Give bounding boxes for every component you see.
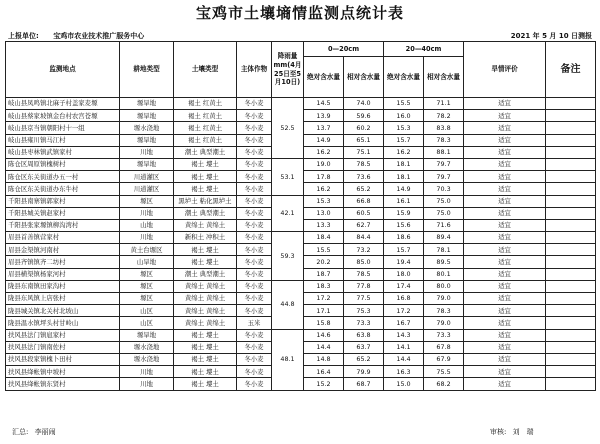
soil-type-cell: 褐土 红黄土 (174, 134, 237, 146)
land-type-cell: 塬区 (120, 268, 174, 280)
site-cell: 岐山县凤鸣镇北麻子村盖家麦塬 (6, 98, 120, 110)
soil-type-cell: 潮土 典型潮土 (174, 207, 237, 219)
soil-type-cell: 黄绵土 黄绵土 (174, 293, 237, 305)
rel-moisture-0-20-cell: 65.1 (344, 134, 384, 146)
header-depth-20-40: 20—40cm (384, 42, 464, 57)
rel-moisture-20-40-cell: 78.3 (424, 305, 464, 317)
crop-cell: 冬小麦 (237, 305, 272, 317)
site-cell: 眉县首善镇营家村 (6, 232, 120, 244)
remark-cell (546, 341, 596, 353)
abs-moisture-0-20-cell: 14.6 (304, 329, 344, 341)
crop-cell: 冬小麦 (237, 146, 272, 158)
remark-cell (546, 378, 596, 390)
table-row (6, 329, 596, 341)
land-type-cell: 川地 (120, 146, 174, 158)
site-cell: 岐山县京当镇朝阳村十一组 (6, 122, 120, 134)
crop-cell: 冬小麦 (237, 366, 272, 378)
abs-moisture-20-40-cell: 16.8 (384, 293, 424, 305)
report-title: 宝鸡市土壤墒情监测点统计表 (195, 4, 404, 22)
soil-type-cell: 潮土 典型潮土 (174, 268, 237, 280)
rel-moisture-0-20-cell: 63.8 (344, 329, 384, 341)
soil-type-cell: 褐土 塿土 (174, 171, 237, 183)
abs-moisture-0-20-cell: 20.2 (304, 256, 344, 268)
land-type-cell: 塬水浇地 (120, 122, 174, 134)
land-type-cell: 川地 (120, 232, 174, 244)
evaluation-cell: 适宜 (464, 122, 546, 134)
rel-moisture-0-20-cell: 75.1 (344, 146, 384, 158)
site-cell: 眉县横渠镇杨家河村 (6, 268, 120, 280)
report-date: 2021 年 5 月 10 日测报 (510, 32, 592, 40)
rel-moisture-20-40-cell: 83.8 (424, 122, 464, 134)
crop-cell: 冬小麦 (237, 329, 272, 341)
land-type-cell: 塬水浇地 (120, 341, 174, 353)
abs-moisture-20-40-cell: 15.9 (384, 207, 424, 219)
evaluation-cell: 适宜 (464, 195, 546, 207)
rel-moisture-20-40-cell: 67.9 (424, 353, 464, 365)
abs-moisture-0-20-cell: 17.8 (304, 171, 344, 183)
rel-moisture-20-40-cell: 78.2 (424, 110, 464, 122)
abs-moisture-20-40-cell: 15.3 (384, 122, 424, 134)
abs-moisture-0-20-cell: 13.7 (304, 122, 344, 134)
abs-moisture-0-20-cell: 14.9 (304, 134, 344, 146)
rel-moisture-0-20-cell: 60.2 (344, 122, 384, 134)
evaluation-cell: 适宜 (464, 98, 546, 110)
header-rel-moisture-1: 相对含水量 (344, 57, 384, 98)
rel-moisture-0-20-cell: 65.2 (344, 353, 384, 365)
rel-moisture-20-40-cell: 75.0 (424, 195, 464, 207)
rel-moisture-20-40-cell: 70.3 (424, 183, 464, 195)
site-cell: 扶风县法门镇南佐村 (6, 341, 120, 353)
abs-moisture-0-20-cell: 16.4 (304, 366, 344, 378)
site-cell: 陈仓区东关街道办东牛村 (6, 183, 120, 195)
evaluation-cell: 适宜 (464, 317, 546, 329)
crop-cell: 冬小麦 (237, 293, 272, 305)
abs-moisture-0-20-cell: 19.0 (304, 158, 344, 170)
remark-cell (546, 353, 596, 365)
rainfall-cell: 48.1 (272, 329, 304, 390)
soil-type-cell: 褐土 塿土 (174, 158, 237, 170)
evaluation-cell: 适宜 (464, 171, 546, 183)
rel-moisture-0-20-cell: 85.0 (344, 256, 384, 268)
table-body (6, 98, 596, 391)
site-cell: 陈仓区东关街道办五一村 (6, 171, 120, 183)
abs-moisture-0-20-cell: 15.8 (304, 317, 344, 329)
rel-moisture-20-40-cell: 79.0 (424, 317, 464, 329)
soil-type-cell: 褐土 塿土 (174, 329, 237, 341)
abs-moisture-20-40-cell: 17.4 (384, 280, 424, 292)
soil-type-cell: 褐土 塿土 (174, 366, 237, 378)
rel-moisture-0-20-cell: 68.7 (344, 378, 384, 390)
crop-cell: 冬小麦 (237, 134, 272, 146)
abs-moisture-20-40-cell: 15.7 (384, 244, 424, 256)
table-row (6, 195, 596, 207)
rainfall-cell: 59.3 (272, 232, 304, 281)
crop-cell: 冬小麦 (237, 110, 272, 122)
land-type-cell: 山区 (120, 305, 174, 317)
remark-cell (546, 366, 596, 378)
soil-type-cell: 褐土 塿土 (174, 244, 237, 256)
evaluation-cell: 适宜 (464, 146, 546, 158)
abs-moisture-20-40-cell: 15.7 (384, 134, 424, 146)
remark-cell (546, 98, 596, 110)
abs-moisture-20-40-cell: 16.3 (384, 366, 424, 378)
rel-moisture-0-20-cell: 84.4 (344, 232, 384, 244)
rel-moisture-0-20-cell: 62.7 (344, 219, 384, 231)
abs-moisture-20-40-cell: 14.1 (384, 341, 424, 353)
soil-type-cell: 褐土 红黄土 (174, 122, 237, 134)
evaluation-cell: 适宜 (464, 244, 546, 256)
evaluation-cell: 适宜 (464, 353, 546, 365)
abs-moisture-0-20-cell: 13.9 (304, 110, 344, 122)
rel-moisture-20-40-cell: 75.5 (424, 366, 464, 378)
site-cell: 陇县城关镇北关村北坡山 (6, 305, 120, 317)
abs-moisture-20-40-cell: 18.0 (384, 268, 424, 280)
crop-cell: 冬小麦 (237, 268, 272, 280)
remark-cell (546, 244, 596, 256)
abs-moisture-0-20-cell: 15.5 (304, 244, 344, 256)
land-type-cell: 川地 (120, 366, 174, 378)
land-type-cell: 黄土台塬区 (120, 244, 174, 256)
header-evaluation: 旱情评价 (464, 42, 546, 98)
header-rainfall: 降雨量mm(4月25日至5月10日) (272, 42, 304, 98)
crop-cell: 冬小麦 (237, 122, 272, 134)
remark-cell (546, 171, 596, 183)
report-unit (8, 31, 144, 41)
site-cell: 扶风县段家镇槐卜田村 (6, 353, 120, 365)
land-type-cell: 山地 (120, 219, 174, 231)
rel-moisture-20-40-cell: 73.3 (424, 329, 464, 341)
land-type-cell: 川地 (120, 207, 174, 219)
site-cell: 岐山县蔡家坡镇金台村农宫苍塬 (6, 110, 120, 122)
crop-cell: 冬小麦 (237, 280, 272, 292)
remark-cell (546, 122, 596, 134)
rel-moisture-0-20-cell: 63.7 (344, 341, 384, 353)
remark-cell (546, 110, 596, 122)
crop-cell: 冬小麦 (237, 256, 272, 268)
soil-type-cell: 褐土 红黄土 (174, 98, 237, 110)
land-type-cell: 塬区 (120, 195, 174, 207)
header-crop: 主体作物 (237, 42, 272, 98)
crop-cell: 冬小麦 (237, 158, 272, 170)
rel-moisture-20-40-cell: 79.7 (424, 158, 464, 170)
abs-moisture-0-20-cell: 16.2 (304, 183, 344, 195)
rel-moisture-20-40-cell: 80.1 (424, 268, 464, 280)
rel-moisture-0-20-cell: 60.5 (344, 207, 384, 219)
soil-type-cell: 褐土 塿土 (174, 378, 237, 390)
table-row (6, 280, 596, 292)
evaluation-cell: 适宜 (464, 378, 546, 390)
rel-moisture-20-40-cell: 75.0 (424, 207, 464, 219)
land-type-cell: 山区 (120, 317, 174, 329)
rel-moisture-0-20-cell: 77.5 (344, 293, 384, 305)
abs-moisture-0-20-cell: 18.3 (304, 280, 344, 292)
soil-type-cell: 褐土 塿土 (174, 256, 237, 268)
land-type-cell: 山旱地 (120, 256, 174, 268)
remark-cell (546, 219, 596, 231)
summary-name: 李丽闹 (34, 428, 56, 436)
site-cell: 千阳县南寨镇郭家村 (6, 195, 120, 207)
crop-cell: 冬小麦 (237, 341, 272, 353)
header-rel-moisture-2: 相对含水量 (424, 57, 464, 98)
table-row (6, 98, 596, 110)
site-cell: 陇县东南镇田家沟村 (6, 280, 120, 292)
remark-cell (546, 207, 596, 219)
header-site: 监测地点 (6, 42, 120, 98)
abs-moisture-20-40-cell: 18.1 (384, 158, 424, 170)
abs-moisture-20-40-cell: 15.5 (384, 98, 424, 110)
abs-moisture-20-40-cell: 18.1 (384, 171, 424, 183)
site-cell: 扶风县法门镇扈家村 (6, 329, 120, 341)
abs-moisture-0-20-cell: 15.3 (304, 195, 344, 207)
rel-moisture-0-20-cell: 79.9 (344, 366, 384, 378)
site-cell: 扶风县绛帐镇中坡村 (6, 366, 120, 378)
header-soil-type: 土壤类型 (174, 42, 237, 98)
evaluation-cell: 适宜 (464, 341, 546, 353)
soil-type-cell: 褐土 塿土 (174, 353, 237, 365)
rel-moisture-20-40-cell: 80.0 (424, 280, 464, 292)
crop-cell: 冬小麦 (237, 183, 272, 195)
site-cell: 陇县温水镇坪头村甘岭山 (6, 317, 120, 329)
rainfall-cell: 44.8 (272, 280, 304, 329)
evaluation-cell: 适宜 (464, 256, 546, 268)
rel-moisture-0-20-cell: 73.2 (344, 244, 384, 256)
remark-cell (546, 232, 596, 244)
header-remark: 备注 (546, 42, 596, 98)
rel-moisture-20-40-cell: 78.3 (424, 134, 464, 146)
remark-cell (546, 195, 596, 207)
table-row (6, 158, 596, 170)
abs-moisture-20-40-cell: 16.2 (384, 146, 424, 158)
report-unit-label: 上报单位: (8, 32, 39, 40)
evaluation-cell: 适宜 (464, 219, 546, 231)
rainfall-cell: 52.5 (272, 98, 304, 159)
remark-cell (546, 134, 596, 146)
evaluation-cell: 适宜 (464, 305, 546, 317)
remark-cell (546, 329, 596, 341)
rel-moisture-0-20-cell: 65.2 (344, 183, 384, 195)
soil-type-cell: 潮土 典型潮土 (174, 146, 237, 158)
remark-cell (546, 305, 596, 317)
land-type-cell: 川道灌区 (120, 183, 174, 195)
crop-cell: 玉米 (237, 317, 272, 329)
abs-moisture-0-20-cell: 18.7 (304, 268, 344, 280)
site-cell: 扶风县绛帐镇东贤村 (6, 378, 120, 390)
header-land-type: 耕地类型 (120, 42, 174, 98)
reviewer-label: 审核: (490, 428, 507, 436)
rel-moisture-20-40-cell: 89.5 (424, 256, 464, 268)
rel-moisture-20-40-cell: 67.8 (424, 341, 464, 353)
abs-moisture-20-40-cell: 16.0 (384, 110, 424, 122)
abs-moisture-20-40-cell: 19.4 (384, 256, 424, 268)
site-cell: 千阳县城关镇赵家村 (6, 207, 120, 219)
abs-moisture-0-20-cell: 17.2 (304, 293, 344, 305)
rel-moisture-0-20-cell: 73.6 (344, 171, 384, 183)
report-unit-name: 宝鸡市农业技术推广服务中心 (53, 32, 145, 40)
site-cell: 陈仓区周原镇槐树村 (6, 158, 120, 170)
rainfall-cell: 42.1 (272, 195, 304, 232)
crop-cell: 冬小麦 (237, 207, 272, 219)
abs-moisture-20-40-cell: 18.6 (384, 232, 424, 244)
soil-type-cell: 褐土 塿土 (174, 183, 237, 195)
soil-type-cell: 黑垆土 粘化黑垆土 (174, 195, 237, 207)
evaluation-cell: 适宜 (464, 293, 546, 305)
abs-moisture-20-40-cell: 16.7 (384, 317, 424, 329)
rel-moisture-0-20-cell: 74.0 (344, 98, 384, 110)
evaluation-cell: 适宜 (464, 268, 546, 280)
remark-cell (546, 317, 596, 329)
remark-cell (546, 268, 596, 280)
remark-cell (546, 293, 596, 305)
header-abs-moisture-2: 绝对含水量 (384, 57, 424, 98)
rel-moisture-20-40-cell: 79.7 (424, 171, 464, 183)
abs-moisture-20-40-cell: 14.3 (384, 329, 424, 341)
abs-moisture-0-20-cell: 18.4 (304, 232, 344, 244)
rel-moisture-20-40-cell: 71.6 (424, 219, 464, 231)
rel-moisture-0-20-cell: 77.8 (344, 280, 384, 292)
crop-cell: 冬小麦 (237, 232, 272, 244)
rel-moisture-0-20-cell: 73.3 (344, 317, 384, 329)
rel-moisture-20-40-cell: 88.1 (424, 146, 464, 158)
abs-moisture-20-40-cell: 17.2 (384, 305, 424, 317)
rel-moisture-20-40-cell: 79.0 (424, 293, 464, 305)
crop-cell: 冬小麦 (237, 171, 272, 183)
site-cell: 千阳县张家塬镇柳沟湾村 (6, 219, 120, 231)
footer-summary (12, 427, 56, 437)
land-type-cell: 塬水浇地 (120, 353, 174, 365)
crop-cell: 冬小麦 (237, 195, 272, 207)
rainfall-cell: 53.1 (272, 158, 304, 195)
evaluation-cell: 适宜 (464, 183, 546, 195)
remark-cell (546, 146, 596, 158)
site-cell: 眉县齐镇镇齐二坊村 (6, 256, 120, 268)
land-type-cell: 塬旱地 (120, 134, 174, 146)
crop-cell: 冬小麦 (237, 219, 272, 231)
crop-cell: 冬小麦 (237, 98, 272, 110)
abs-moisture-0-20-cell: 17.1 (304, 305, 344, 317)
rel-moisture-20-40-cell: 71.1 (424, 98, 464, 110)
abs-moisture-0-20-cell: 13.3 (304, 219, 344, 231)
land-type-cell: 川地 (120, 378, 174, 390)
land-type-cell: 川道灌区 (120, 171, 174, 183)
abs-moisture-20-40-cell: 16.1 (384, 195, 424, 207)
remark-cell (546, 158, 596, 170)
land-type-cell: 塬旱地 (120, 110, 174, 122)
evaluation-cell: 适宜 (464, 158, 546, 170)
site-cell: 眉县金渠镇河南村 (6, 244, 120, 256)
soil-type-cell: 黄绵土 黄绵土 (174, 317, 237, 329)
rel-moisture-20-40-cell: 78.1 (424, 244, 464, 256)
reviewer-name: 刘 瑞 (512, 428, 534, 436)
site-cell: 陇县东风镇上店张村 (6, 293, 120, 305)
evaluation-cell: 适宜 (464, 207, 546, 219)
abs-moisture-0-20-cell: 14.5 (304, 98, 344, 110)
evaluation-cell: 适宜 (464, 280, 546, 292)
abs-moisture-0-20-cell: 15.2 (304, 378, 344, 390)
land-type-cell: 塬旱地 (120, 329, 174, 341)
remark-cell (546, 256, 596, 268)
summary-label: 汇总: (12, 428, 29, 436)
rel-moisture-0-20-cell: 66.8 (344, 195, 384, 207)
rel-moisture-0-20-cell: 78.5 (344, 158, 384, 170)
footer-reviewer (490, 427, 534, 437)
rel-moisture-0-20-cell: 78.5 (344, 268, 384, 280)
rel-moisture-0-20-cell: 75.3 (344, 305, 384, 317)
abs-moisture-0-20-cell: 14.4 (304, 341, 344, 353)
site-cell: 岐山县枣林镇武镇家村 (6, 146, 120, 158)
crop-cell: 冬小麦 (237, 244, 272, 256)
evaluation-cell: 适宜 (464, 110, 546, 122)
evaluation-cell: 适宜 (464, 329, 546, 341)
land-type-cell: 塬旱地 (120, 98, 174, 110)
crop-cell: 冬小麦 (237, 378, 272, 390)
soil-type-cell: 黄绵土 黄绵土 (174, 280, 237, 292)
soil-type-cell: 新积土 冲积土 (174, 232, 237, 244)
soil-type-cell: 褐土 红黄土 (174, 110, 237, 122)
evaluation-cell: 适宜 (464, 366, 546, 378)
rel-moisture-0-20-cell: 59.6 (344, 110, 384, 122)
abs-moisture-20-40-cell: 15.0 (384, 378, 424, 390)
soil-moisture-table (5, 41, 596, 391)
abs-moisture-0-20-cell: 13.0 (304, 207, 344, 219)
site-cell: 岐山县雍川镇马江村 (6, 134, 120, 146)
header-abs-moisture-1: 绝对含水量 (304, 57, 344, 98)
remark-cell (546, 183, 596, 195)
abs-moisture-20-40-cell: 14.4 (384, 353, 424, 365)
evaluation-cell: 适宜 (464, 134, 546, 146)
abs-moisture-0-20-cell: 16.2 (304, 146, 344, 158)
remark-cell (546, 280, 596, 292)
land-type-cell: 塬旱地 (120, 158, 174, 170)
header-depth-0-20: 0—20cm (304, 42, 384, 57)
abs-moisture-0-20-cell: 14.8 (304, 353, 344, 365)
land-type-cell: 塬区 (120, 280, 174, 292)
table-row (6, 232, 596, 244)
abs-moisture-20-40-cell: 14.9 (384, 183, 424, 195)
soil-type-cell: 褐土 塿土 (174, 341, 237, 353)
soil-type-cell: 黄绵土 黄绵土 (174, 305, 237, 317)
abs-moisture-20-40-cell: 15.6 (384, 219, 424, 231)
rel-moisture-20-40-cell: 68.2 (424, 378, 464, 390)
land-type-cell: 塬区 (120, 293, 174, 305)
rel-moisture-20-40-cell: 89.4 (424, 232, 464, 244)
soil-type-cell: 黄绵土 黄绵土 (174, 219, 237, 231)
crop-cell: 冬小麦 (237, 353, 272, 365)
evaluation-cell: 适宜 (464, 232, 546, 244)
